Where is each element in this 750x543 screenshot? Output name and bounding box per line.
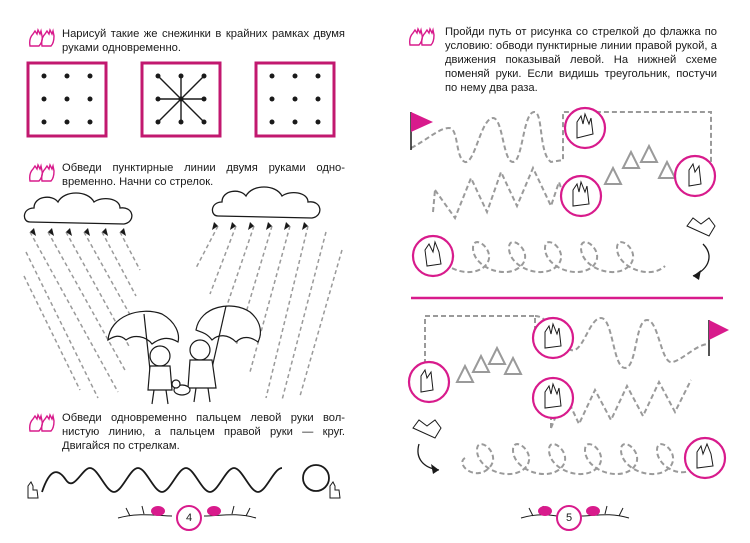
page-number: 5 xyxy=(556,505,582,531)
flag-icon xyxy=(709,320,729,356)
flag-icon xyxy=(411,112,433,150)
instruction-wave-circle: Обведи одновременно пальцем левой руки вол-нистую линию, а пальцем правой руки — круг. Двигайся по стрелкам. xyxy=(62,412,345,452)
hand-gesture-icon xyxy=(409,318,725,478)
triangle-icon xyxy=(457,348,521,382)
instruction-path: Пройди путь от рисунка со стрелкой до флажка по условию: обводи пунктирные линии правой рукой, а движения показывай левой. На нижней схеме поменяй руки. Если видишь треугольник, постучи по нему два раза. xyxy=(445,26,717,94)
instruction-snowflakes: Нарисуй такие же снежинки в крайних рамках двумя руками одновременно. xyxy=(62,28,345,54)
triangle-icon xyxy=(605,146,675,184)
page-number: 4 xyxy=(176,505,202,531)
right-page xyxy=(375,0,750,543)
instruction-rain: Обведи пунктирные линии двумя руками одно-временно. Начни со стрелок. xyxy=(62,162,345,188)
path-exercise xyxy=(375,0,750,543)
